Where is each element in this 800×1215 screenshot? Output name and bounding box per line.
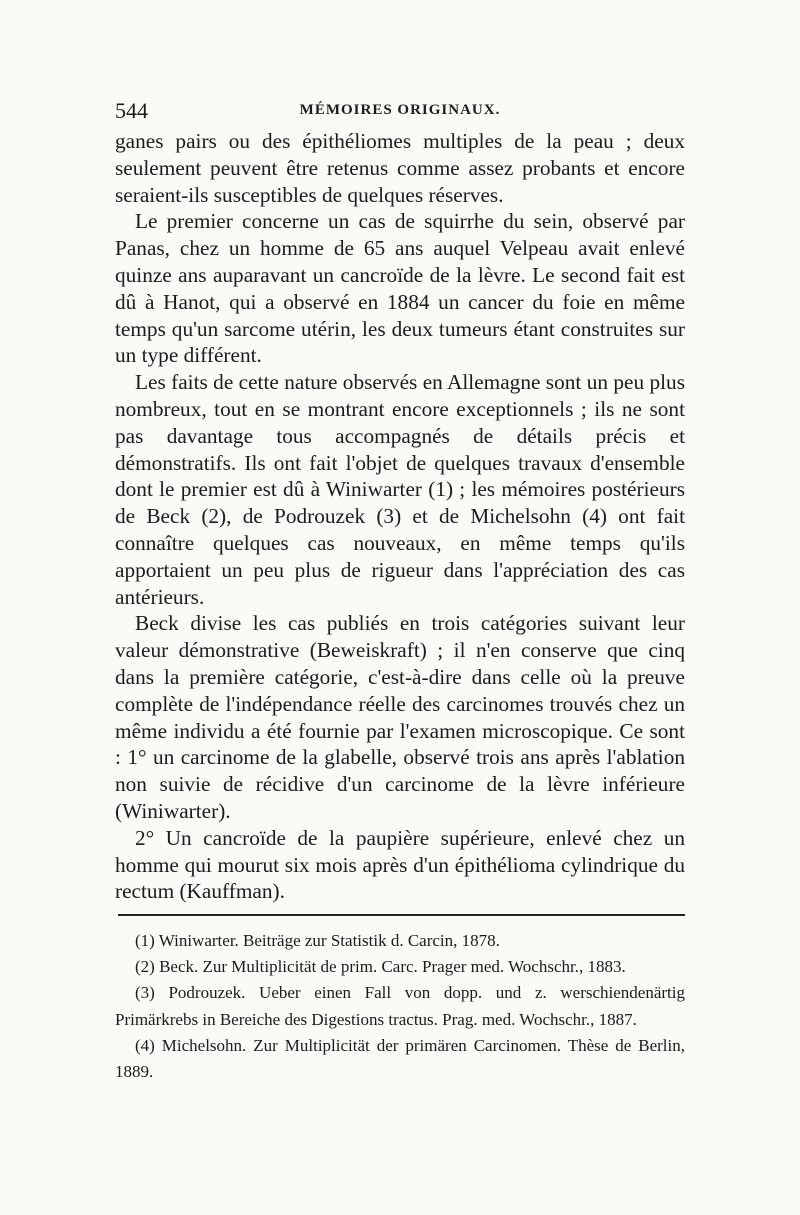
footnote: (3) Podrouzek. Ueber einen Fall von dopp. und z. werschiendenärtig Primärkrebs in Bereiche des Digestions tractus. Prag. med. Wochschr., 1887. xyxy=(115,983,685,1029)
page-header xyxy=(115,98,685,124)
running-title: MÉMOIRES ORIGINAUX. xyxy=(299,102,501,118)
paragraph: Le premier concerne un cas de squirrhe du sein, observé par Panas, chez un homme de 65 ans auquel Velpeau avait enlevé quinze ans auparavant un cancroïde de la lèvre. Le second fait est dû à Hanot, qui a observé en 1884 un cancer du foie en même temps qu'un sarcome utérin, les deux tumeurs étant construites sur un type différent. xyxy=(115,209,685,368)
footnotes xyxy=(115,928,685,1085)
body-text xyxy=(115,128,685,905)
footnote: (1) Winiwarter. Beiträge zur Statistik d. Carcin, 1878. xyxy=(135,931,500,950)
paragraph: 2° Un cancroïde de la paupière supérieure, enlevé chez un homme qui mourut six mois après d'un épithélioma cylindrique du rectum (Kauffman). xyxy=(115,825,685,904)
paragraph: ganes pairs ou des épithéliomes multiples de la peau ; deux seulement peuvent être retenus comme assez probants et encore seraient-ils susceptibles de quelques réserves. xyxy=(115,129,685,207)
footnote-rule xyxy=(118,914,685,916)
page-number: 544 xyxy=(115,98,148,123)
footnote: (4) Michelsohn. Zur Multiplicität der primären Carcinomen. Thèse de Berlin, 1889. xyxy=(115,1035,685,1082)
paragraph: Beck divise les cas publiés en trois catégories suivant leur valeur démonstrative (Beweiskraft) ; il n'en conserve que cinq dans la première catégorie, c'est-à-dire dans celle où la preuve complète de l'indépendance réelle des carcinomes trouvés chez un même individu a été fournie par l'examen microscopique. Ce sont : 1° un carcinome de la glabelle, observé trois ans après l'ablation non suivie de récidive d'un carcinome de la lèvre inférieure (Winiwarter). xyxy=(115,611,685,823)
footnote: (2) Beck. Zur Multiplicität de prim. Carc. Prager med. Wochschr., 1883. xyxy=(135,957,626,977)
paragraph: Les faits de cette nature observés en Allemagne sont un peu plus nombreux, tout en se montrant encore exceptionnels ; ils ne sont pas davantage tous accompagnés de détails précis et démonstratifs. Ils ont fait l'objet de quelques travaux d'ensemble dont le premier est dû à Winiwarter (1) ; les mémoires postérieurs de Beck (2), de Podrouzek (3) et de Michelsohn (4) ont fait connaître quelques cas nouveaux, en même temps qu'ils apportaient un peu plus de rigueur dans l'appréciation des cas antérieurs. xyxy=(115,370,685,609)
